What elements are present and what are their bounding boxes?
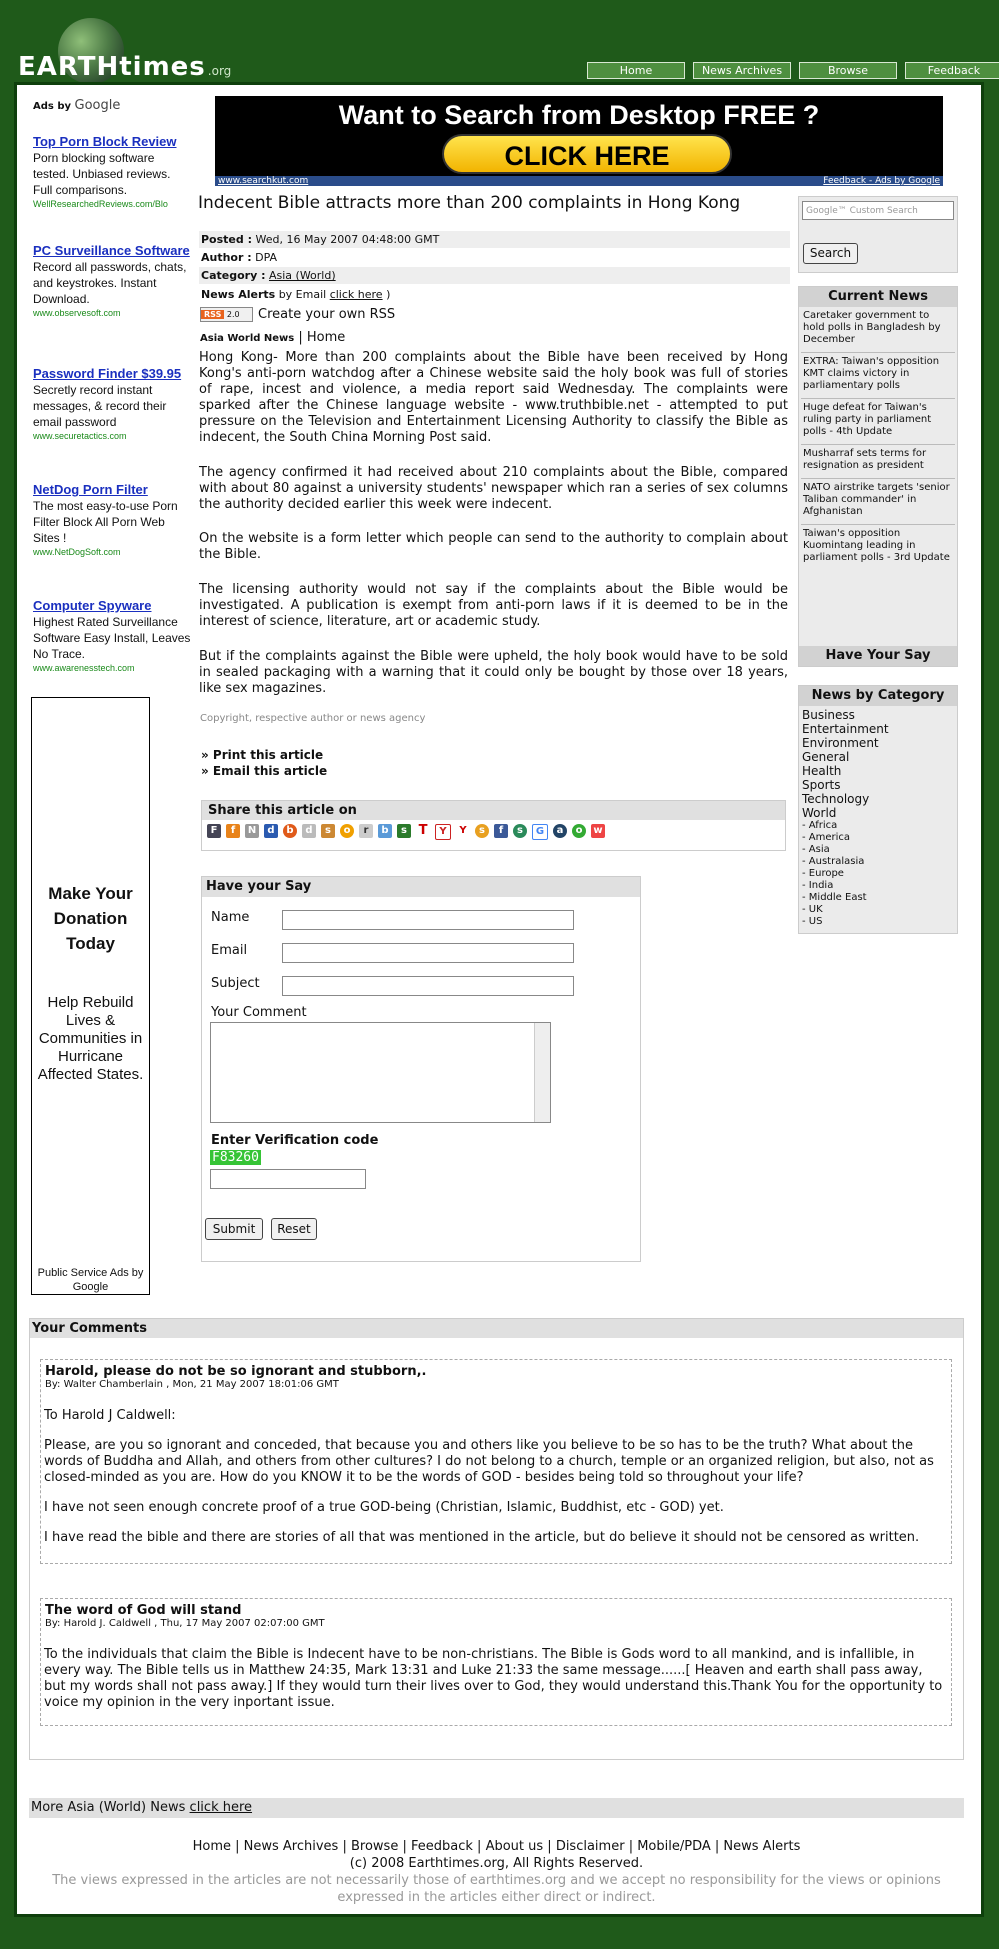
category-link[interactable]: Asia (World) (268, 269, 336, 282)
category-box-title: News by Category (799, 686, 957, 706)
category-entertainment[interactable]: Entertainment (802, 722, 889, 736)
category-business[interactable]: Business (802, 708, 855, 722)
nav-browse[interactable]: Browse (799, 62, 897, 79)
ad-item[interactable] (33, 243, 193, 319)
ad-desc: Secretly record instant messages, & record their email password (33, 383, 167, 429)
news-link[interactable]: Caretaker government to hold polls in Bangladesh by December (801, 307, 955, 353)
furl-icon[interactable]: f (226, 824, 240, 838)
category-world-middle-east[interactable]: - Middle East (802, 892, 867, 903)
ad-desc: Porn blocking software tested. Unbiased reviews. Full comparisons. (33, 151, 171, 197)
ad-desc: Highest Rated Surveillance Software Easy Install, Leaves No Trace. (33, 615, 191, 661)
blinklist-icon[interactable]: b (283, 824, 297, 838)
article-paragraph: Hong Kong- More than 200 complaints about the Bible have been received by Hong Kong's anti-porn watchdog after a Chinese website said the holy book was full of stories of rape, incest and violence, a media report said Wednesday. The complaints were sparked after the Chinese language website - www.truthbible.net - attempted to put pressure on the Television and Entertainment Licensing Authority to classify the Bible as indecent, the South China Morning Post said. (199, 350, 788, 445)
verification-code: F83260 (212, 1150, 259, 1165)
name-field[interactable] (282, 910, 574, 930)
ad-url[interactable]: WellResearchedReviews.com/Blo (33, 199, 168, 209)
ad-title[interactable]: PC Surveillance Software (33, 243, 190, 258)
author-name: DPA (255, 251, 278, 264)
footer-link-browse[interactable]: Browse (350, 1839, 399, 1854)
technorati-icon[interactable]: T (416, 824, 430, 838)
article-copyright: Copyright, respective author or news agency (200, 713, 426, 724)
fark-icon[interactable]: F (207, 824, 221, 838)
comment-paragraph: I have read the bible and there are stories of all that was mentioned in the article, but do believe it should not be censored as written. (44, 1530, 920, 1545)
nav-news-archives[interactable]: News Archives (693, 62, 791, 79)
comment-paragraph: I have not seen enough concrete proof of a true GOD-being (Christian, Islamic, Buddhist, etc - GOD) yet. (44, 1500, 724, 1515)
newsvine-icon[interactable]: N (245, 824, 259, 838)
footer-link-mobile[interactable]: Mobile/PDA (637, 1839, 711, 1854)
public-service-ad[interactable] (31, 697, 150, 1295)
ad-title[interactable]: Password Finder $39.95 (33, 366, 182, 381)
email-article-link[interactable]: » Email this article (201, 764, 328, 778)
ad-url[interactable]: www.NetDogSoft.com (33, 547, 121, 557)
news-link[interactable]: NATO airstrike targets 'senior Taliban commander' in Afghanistan (801, 479, 955, 525)
comment-textarea[interactable] (210, 1022, 551, 1123)
alerts-text: by Email (278, 288, 327, 301)
article-paragraph: The agency confirmed it had received about 210 complaints about the Bible, compared with about 80 against a university students' newspaper which ran a series of sex columns the authority decided earlier this week were indecent. (199, 465, 788, 512)
footer-link-home[interactable]: Home (192, 1839, 231, 1854)
category-technology[interactable]: Technology (802, 792, 870, 806)
breadcrumb-separator: | (298, 330, 303, 345)
breadcrumb (200, 330, 345, 345)
yahoo-myweb-icon[interactable]: Y (435, 824, 451, 840)
alerts-link[interactable]: click here (329, 288, 383, 301)
category-world-uk[interactable]: - UK (802, 904, 823, 915)
article-title: Indecent Bible attracts more than 200 complaints in Hong Kong (198, 193, 741, 213)
ad-item[interactable] (33, 134, 193, 210)
blogmarks-icon[interactable]: b (378, 824, 392, 838)
digg-icon[interactable]: d (302, 824, 316, 838)
category-world-australasia[interactable]: - Australasia (802, 856, 865, 867)
ad-item[interactable] (33, 366, 193, 442)
google-brand: Google (74, 98, 121, 113)
more-news-link[interactable]: click here (189, 1800, 253, 1815)
rss-text[interactable]: Create your own RSS (258, 307, 396, 322)
reset-button[interactable]: Reset (271, 1218, 317, 1240)
footer-links: Home | News Archives | Browse | Feedback | About us | Disclaimer | Mobile/PDA | News Alerts (192, 1839, 801, 1854)
top-nav (587, 62, 999, 79)
search-brand: Google™ (806, 206, 847, 216)
comment-paragraph: Please, are you so ignorant and conceded, that because you and others like you believe to be so has to be the truth? What about the words of Buddha and Allah, and others from other cultures? I do not belong to a church, temple or an organized religion, but also, not as closed-minded as you are. How do you KNOW it to be the words of GOD - besides being told so throughout your life? (44, 1438, 934, 1485)
category-general[interactable]: General (802, 750, 850, 764)
ads-label[interactable] (33, 98, 120, 113)
article-paragraph: But if the complaints against the Bible were upheld, the holy book would have to be sold in sealed packaging with a warning that it could only be bought by those over 18 years, like sex magazines. (199, 649, 788, 696)
category-world-asia[interactable]: - Asia (802, 844, 830, 855)
share-icons (202, 820, 785, 840)
subject-field[interactable] (282, 976, 574, 996)
more-news-bar (29, 1798, 964, 1818)
banner-feedback-link[interactable]: Feedback - Ads by Google (823, 176, 940, 186)
windows-live-icon[interactable]: w (591, 824, 605, 838)
footer-link-about-us[interactable]: About us (485, 1839, 544, 1854)
search-box (798, 196, 958, 273)
site-logo[interactable] (18, 52, 231, 82)
ad-item[interactable] (33, 598, 193, 674)
banner-url-link[interactable]: www.searchkut.com (218, 176, 309, 186)
category-health[interactable]: Health (802, 764, 842, 778)
comments-section (29, 1318, 964, 1760)
article-paragraph: The licensing authority would not say if the complaints about the Bible would be investigated. A publication is exempt from anti-porn laws if it is deemed to be in the interest of science, literature, art or academic study. (199, 582, 788, 629)
category-environment[interactable]: Environment (802, 736, 879, 750)
more-news-text: More Asia (World) News (31, 1800, 186, 1815)
alerts-row (199, 286, 790, 303)
footer-link-news-alerts[interactable]: News Alerts (723, 1839, 801, 1854)
category-list (799, 706, 957, 930)
footer-disclaimer: The views expressed in the articles are not necessarily those of earthtimes.org and we accept no responsibility for the views or opinions expressed in the articles either direct or indirect. (52, 1873, 941, 1905)
yahoo-icon[interactable]: Y (456, 824, 470, 838)
ad-title[interactable]: Computer Spyware (33, 598, 152, 613)
comment-title: Harold, please do not be so ignorant and stubborn,. (45, 1364, 427, 1379)
current-news-box (798, 286, 958, 667)
spurl-icon[interactable]: s (321, 824, 335, 838)
delicious-icon[interactable]: d (264, 824, 278, 838)
psa-body: Help Rebuild Lives & Communities in Hurricane Affected States. (37, 994, 144, 1083)
news-link[interactable]: Taiwan's opposition Kuomintang leading in parliament polls - 3rd Update (803, 528, 950, 563)
form-title: Have your Say (202, 877, 640, 897)
comments-title: Your Comments (30, 1319, 963, 1338)
email-label: Email (211, 943, 248, 958)
facebook-icon[interactable]: f (494, 824, 508, 838)
news-by-category-box (798, 685, 958, 934)
category-sports[interactable]: Sports (802, 778, 841, 792)
comment-paragraph: To Harold J Caldwell: (44, 1408, 176, 1423)
search-placeholder: Custom Search (849, 206, 918, 216)
category-world-europe[interactable]: - Europe (802, 868, 844, 879)
nav-home[interactable]: Home (587, 62, 685, 79)
live-icon[interactable]: o (572, 824, 586, 838)
name-label: Name (211, 910, 250, 925)
footer-link-news-archives[interactable]: News Archives (243, 1839, 339, 1854)
category-row (199, 267, 790, 284)
reddit-icon[interactable]: r (359, 824, 373, 838)
ad-url[interactable]: www.observesoft.com (33, 308, 121, 318)
footer (29, 1838, 964, 1906)
rss-badge-left: RSS (201, 310, 224, 319)
simpy-icon[interactable]: o (340, 824, 354, 838)
logo-text: EARTHtimes (18, 52, 206, 82)
have-your-say-link[interactable]: Have Your Say (799, 646, 957, 666)
ad-url[interactable]: www.awarenesstech.com (33, 663, 135, 673)
comment-item (40, 1598, 952, 1726)
banner-cta-button[interactable]: CLICK HERE (442, 134, 732, 174)
email-field[interactable] (282, 943, 574, 963)
verification-input[interactable] (210, 1169, 366, 1189)
alerts-label: News Alerts (201, 288, 276, 301)
ad-desc: The most easy-to-use Porn Filter Block All Porn Web Sites ! (33, 499, 178, 545)
psa-headline: Make Your Donation Today (48, 884, 133, 953)
alerts-paren: ) (386, 288, 391, 301)
rss-icon[interactable] (200, 307, 253, 322)
rss-row[interactable] (200, 307, 395, 322)
share-title: Share this article on (202, 801, 785, 820)
print-article-link[interactable]: » Print this article (201, 748, 324, 762)
nav-feedback[interactable]: Feedback (905, 62, 999, 79)
news-link[interactable]: EXTRA: Taiwan's opposition KMT claims victory in parliamentary polls (801, 353, 955, 399)
ad-desc: Record all passwords, chats, and keystrokes. Instant Download. (33, 260, 187, 306)
stumbleupon-icon[interactable]: s (513, 824, 527, 838)
current-news-title: Current News (799, 287, 957, 307)
comment-label: Your Comment (211, 1005, 307, 1020)
comment-item (40, 1359, 952, 1564)
posted-row (199, 231, 790, 248)
breadcrumb-section[interactable]: Asia World News (200, 333, 295, 344)
google-bookmarks-icon[interactable]: G (532, 824, 548, 840)
search-banner-ad[interactable] (215, 96, 943, 186)
news-link[interactable]: Huge defeat for Taiwan's ruling party in parliament polls - 4th Update (801, 399, 955, 445)
ad-title[interactable]: NetDog Porn Filter (33, 482, 148, 497)
subject-label: Subject (211, 976, 260, 991)
category-world-america[interactable]: - America (802, 832, 851, 843)
footer-link-disclaimer[interactable]: Disclaimer (555, 1839, 625, 1854)
article-paragraph: On the website is a form letter which people can send to the authority to complain about the Bible. (199, 531, 788, 562)
ads-label-text: Ads by (33, 101, 72, 112)
news-link[interactable]: Musharraf sets terms for resignation as president (801, 445, 955, 479)
footer-link-feedback[interactable]: Feedback (410, 1839, 473, 1854)
shadows-icon[interactable]: s (397, 824, 411, 838)
comment-byline: By: Walter Chamberlain , Mon, 21 May 2007 18:01:06 GMT (45, 1379, 339, 1390)
banner-footer (215, 176, 943, 186)
ad-url[interactable]: www.securetactics.com (33, 431, 127, 441)
posted-label: Posted : (201, 233, 252, 246)
psa-footer[interactable]: Public Service Ads by Google (37, 1267, 144, 1293)
author-label: Author : (201, 251, 252, 264)
author-row (199, 249, 790, 266)
ad-title[interactable]: Top Porn Block Review (33, 134, 177, 149)
posted-date: Wed, 16 May 2007 04:48:00 GMT (255, 233, 440, 246)
category-world-us[interactable]: - US (802, 916, 823, 927)
rss-badge-right: 2.0 (226, 310, 240, 319)
search-button[interactable]: Search (803, 243, 858, 264)
comment-title: The word of God will stand (45, 1603, 242, 1618)
ask-icon[interactable]: a (553, 824, 567, 838)
textarea-scrollbar[interactable] (534, 1023, 550, 1122)
logo-suffix: .org (207, 64, 232, 78)
search-input[interactable] (802, 201, 954, 220)
slashdot-icon[interactable]: s (475, 824, 489, 838)
comment-byline: By: Harold J. Caldwell , Thu, 17 May 2007 02:07:00 GMT (45, 1618, 325, 1629)
submit-button[interactable]: Submit (205, 1218, 263, 1240)
verify-label: Enter Verification code (211, 1133, 379, 1148)
breadcrumb-home[interactable]: Home (306, 330, 346, 345)
share-box (201, 800, 786, 851)
category-world[interactable]: World (802, 806, 837, 820)
have-your-say-form (201, 876, 641, 1262)
footer-copyright: (c) 2008 Earthtimes.org, All Rights Reserved. (349, 1856, 644, 1871)
comment-paragraph: To the individuals that claim the Bible is Indecent have to be non-christians. The Bible is Gods word to all mankind, and is infallible, in every way. The Bible tells us in Matthew 24:35, Mark 13:31 and Luke 21:33 the same message......[ Heaven and earth shall pass away, but my words shall not pass away.] If they would turn their lives over to God, they would understand this.Thank You for the opportunity to voice my opinion in the very inportant issue. (44, 1647, 943, 1710)
category-label: Category : (201, 269, 266, 282)
category-world-africa[interactable]: - Africa (802, 820, 838, 831)
category-world-india[interactable]: - India (802, 880, 834, 891)
ad-item[interactable] (33, 482, 193, 558)
banner-headline: Want to Search from Desktop FREE ? (338, 100, 820, 130)
